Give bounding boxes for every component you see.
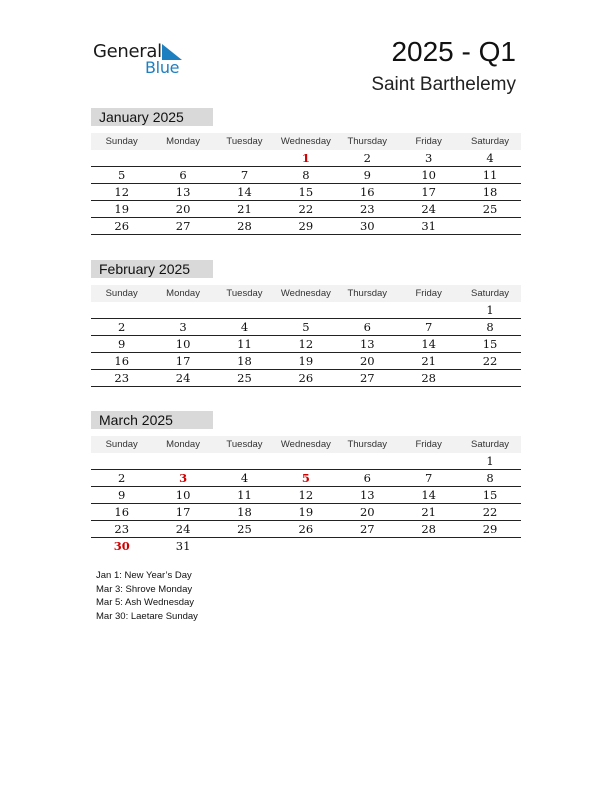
day-cell: 10 <box>175 488 191 502</box>
day-cell: 9 <box>363 168 371 182</box>
day-cell: 19 <box>298 505 314 519</box>
day-cell: 25 <box>237 371 252 385</box>
empty-day-cell <box>275 302 336 318</box>
empty-day-cell <box>337 302 398 318</box>
day-cell: 5 <box>118 168 126 182</box>
month-calendar <box>91 411 521 554</box>
day-cell: 7 <box>240 168 249 182</box>
day-cell: 2 <box>118 320 126 334</box>
day-cell: 18 <box>482 185 498 199</box>
day-cell: 1 <box>486 454 494 468</box>
day-cell: 28 <box>421 522 436 536</box>
logo-text-blue: Blue <box>145 58 180 77</box>
day-cell: 26 <box>298 371 314 385</box>
day-cell: 14 <box>237 185 252 199</box>
day-cell: 16 <box>114 354 130 368</box>
empty-day-cell <box>214 302 275 318</box>
empty-day-cell <box>459 370 520 386</box>
empty-day-cell <box>459 538 520 554</box>
day-cell: 9 <box>118 337 126 351</box>
day-cell: 14 <box>421 337 436 351</box>
empty-day-cell <box>152 453 213 469</box>
weekday-label: Saturday <box>471 136 510 147</box>
day-cell: 8 <box>486 320 494 334</box>
day-cell: 12 <box>114 185 130 199</box>
weekday-label: Monday <box>166 288 200 299</box>
empty-day-cell <box>337 453 398 469</box>
weekday-label: Friday <box>415 439 442 450</box>
month-title: January 2025 <box>91 108 213 126</box>
day-cell: 31 <box>175 539 191 553</box>
day-cell: 20 <box>175 202 191 216</box>
day-cell: 7 <box>424 471 433 485</box>
day-cell: 6 <box>363 471 371 485</box>
empty-day-cell <box>214 538 275 554</box>
day-cell: 28 <box>237 219 252 233</box>
logo-text-general: General <box>93 41 162 62</box>
day-cell: 16 <box>114 505 130 519</box>
day-cell: 25 <box>237 522 252 536</box>
holiday-note: Jan 1: New Year’s Day <box>96 570 192 581</box>
holiday-note: Mar 30: Laetare Sunday <box>96 610 198 622</box>
day-cell: 19 <box>298 354 314 368</box>
week-row <box>91 470 521 487</box>
day-cell: 24 <box>175 371 191 385</box>
month-title: February 2025 <box>91 260 213 278</box>
day-cell: 15 <box>482 337 498 351</box>
weekday-label: Wednesday <box>280 439 331 450</box>
holiday-note: Mar 3: Shrove Monday <box>96 583 193 595</box>
weekday-label: Tuesday <box>226 136 263 147</box>
day-cell: 27 <box>175 219 191 233</box>
empty-day-cell <box>91 453 152 469</box>
day-cell: 23 <box>359 202 375 216</box>
week-row <box>91 150 521 167</box>
weekday-label: Thursday <box>347 136 388 147</box>
weekday-label: Wednesday <box>280 136 331 147</box>
weekday-label: Saturday <box>471 288 510 299</box>
empty-day-cell <box>214 453 275 469</box>
weekday-label: Friday <box>415 288 442 299</box>
day-cell: 4 <box>240 471 249 485</box>
day-cell: 11 <box>482 168 498 182</box>
day-cell: 5 <box>302 320 310 334</box>
weekday-header-row <box>91 285 521 302</box>
empty-day-cell <box>152 150 213 166</box>
day-cell: 20 <box>359 505 375 519</box>
day-cell: 12 <box>298 488 314 502</box>
day-cell: 22 <box>298 202 314 216</box>
day-cell: 23 <box>114 522 130 536</box>
day-cell: 24 <box>175 522 191 536</box>
day-cell: 13 <box>359 337 375 351</box>
week-row <box>91 184 521 201</box>
week-row <box>91 353 521 370</box>
day-cell: 1 <box>301 151 310 165</box>
empty-day-cell <box>398 538 459 554</box>
day-cell: 2 <box>118 471 126 485</box>
weekday-label: Sunday <box>105 439 138 450</box>
week-row <box>91 218 521 235</box>
day-cell: 4 <box>240 320 249 334</box>
weekday-label: Sunday <box>105 136 138 147</box>
day-cell: 22 <box>482 354 498 368</box>
empty-day-cell <box>91 302 152 318</box>
week-row <box>91 521 521 538</box>
day-cell: 2 <box>363 151 371 165</box>
weekday-header-row <box>91 436 521 453</box>
day-cell: 18 <box>237 505 252 519</box>
empty-day-cell <box>91 150 152 166</box>
day-cell: 11 <box>237 488 252 502</box>
day-cell: 26 <box>114 219 130 233</box>
month-calendar <box>91 108 521 235</box>
weekday-header-row <box>91 133 521 150</box>
day-cell: 15 <box>298 185 314 199</box>
day-cell: 1 <box>486 303 494 317</box>
weekday-label: Thursday <box>347 439 388 450</box>
day-cell: 30 <box>359 219 375 233</box>
day-cell: 15 <box>482 488 498 502</box>
empty-day-cell <box>275 538 336 554</box>
day-cell: 27 <box>359 522 375 536</box>
day-cell: 30 <box>113 539 130 553</box>
day-cell: 10 <box>421 168 436 182</box>
empty-day-cell <box>459 218 520 234</box>
empty-day-cell <box>152 302 213 318</box>
day-cell: 19 <box>114 202 130 216</box>
day-cell: 13 <box>359 488 375 502</box>
day-cell: 17 <box>175 505 191 519</box>
day-cell: 6 <box>363 320 371 334</box>
empty-day-cell <box>398 302 459 318</box>
day-cell: 5 <box>301 471 310 485</box>
week-row <box>91 167 521 184</box>
day-cell: 21 <box>421 354 436 368</box>
empty-day-cell <box>337 538 398 554</box>
week-row <box>91 302 521 319</box>
month-title: March 2025 <box>91 411 213 429</box>
day-cell: 26 <box>298 522 314 536</box>
day-cell: 29 <box>298 219 314 233</box>
holiday-notes <box>96 569 198 623</box>
day-cell: 20 <box>359 354 375 368</box>
day-cell: 3 <box>179 320 187 334</box>
day-cell: 9 <box>118 488 126 502</box>
weekday-label: Saturday <box>471 439 510 450</box>
day-cell: 27 <box>359 371 375 385</box>
week-row <box>91 538 521 554</box>
day-cell: 17 <box>175 354 191 368</box>
empty-day-cell <box>275 453 336 469</box>
month-calendar <box>91 260 521 387</box>
day-cell: 29 <box>482 522 498 536</box>
day-cell: 16 <box>359 185 375 199</box>
week-row <box>91 201 521 218</box>
holiday-note: Mar 5: Ash Wednesday <box>96 597 195 608</box>
day-cell: 17 <box>421 185 436 199</box>
week-row <box>91 453 521 470</box>
empty-day-cell <box>398 453 459 469</box>
week-row <box>91 336 521 353</box>
weekday-label: Friday <box>415 136 442 147</box>
page-subtitle: Saint Barthelemy <box>371 74 516 95</box>
day-cell: 22 <box>482 505 498 519</box>
day-cell: 4 <box>486 151 494 165</box>
day-cell: 3 <box>179 471 188 485</box>
day-cell: 8 <box>486 471 494 485</box>
weekday-label: Tuesday <box>226 288 263 299</box>
day-cell: 7 <box>424 320 433 334</box>
weekday-label: Monday <box>166 439 200 450</box>
week-row <box>91 504 521 521</box>
logo <box>93 41 193 79</box>
day-cell: 28 <box>421 371 436 385</box>
day-cell: 3 <box>424 151 433 165</box>
day-cell: 21 <box>421 505 436 519</box>
day-cell: 21 <box>237 202 252 216</box>
day-cell: 11 <box>237 337 252 351</box>
day-cell: 24 <box>421 202 436 216</box>
weekday-label: Sunday <box>105 288 138 299</box>
week-row <box>91 319 521 336</box>
empty-day-cell <box>214 150 275 166</box>
day-cell: 13 <box>175 185 191 199</box>
day-cell: 6 <box>179 168 187 182</box>
day-cell: 12 <box>298 337 314 351</box>
weekday-label: Monday <box>166 136 200 147</box>
week-row <box>91 370 521 387</box>
weekday-label: Tuesday <box>226 439 263 450</box>
day-cell: 10 <box>175 337 191 351</box>
day-cell: 14 <box>421 488 436 502</box>
day-cell: 31 <box>421 219 436 233</box>
day-cell: 8 <box>302 168 310 182</box>
day-cell: 25 <box>482 202 498 216</box>
day-cell: 23 <box>114 371 130 385</box>
weekday-label: Thursday <box>347 288 388 299</box>
week-row <box>91 487 521 504</box>
weekday-label: Wednesday <box>280 288 331 299</box>
page-title: 2025 - Q1 <box>391 36 516 67</box>
day-cell: 18 <box>237 354 252 368</box>
